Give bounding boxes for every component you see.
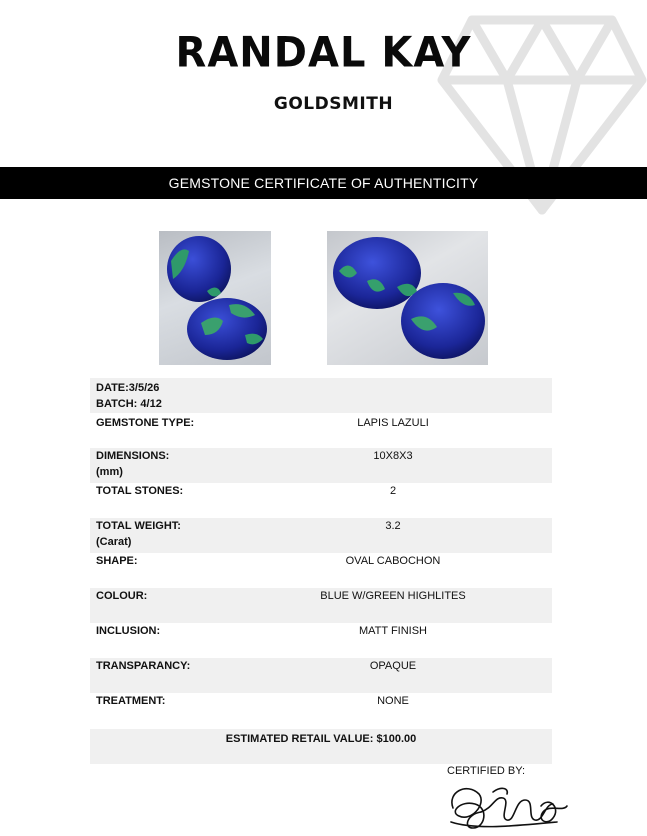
estimated-value: ESTIMATED RETAIL VALUE: $100.00 <box>225 733 417 745</box>
row-value: 2 <box>389 485 397 497</box>
row-label: COLOUR: <box>96 590 148 602</box>
table-row <box>90 553 552 588</box>
table-row <box>90 483 552 518</box>
certificate-table <box>90 378 552 728</box>
table-row <box>90 658 552 693</box>
row-value: OVAL CABOCHON <box>345 555 441 567</box>
row-value: OPAQUE <box>369 660 417 672</box>
row-label: SHAPE: <box>96 555 138 567</box>
row-label: TOTAL WEIGHT: <box>96 520 181 532</box>
batch-label: BATCH: 4/12 <box>96 398 162 410</box>
row-value: MATT FINISH <box>358 625 428 637</box>
date-label: DATE:3/5/26 <box>96 382 160 394</box>
row-sublabel: (mm) <box>96 466 123 478</box>
row-value: NONE <box>377 695 409 707</box>
estimated-value-row <box>90 729 552 764</box>
row-label: TREATMENT: <box>96 695 166 707</box>
table-row <box>90 623 552 658</box>
row-label: INCLUSION: <box>96 625 161 637</box>
row-label: TOTAL STONES: <box>96 485 184 497</box>
row-label: GEMSTONE TYPE: <box>96 417 195 429</box>
gemstone-photo-1 <box>159 231 271 365</box>
row-sublabel: (Carat) <box>96 536 132 548</box>
table-row <box>90 588 552 623</box>
signature <box>445 778 575 833</box>
company-title: RANDAL KAY <box>175 28 472 78</box>
gemstone-photo-2 <box>327 231 488 365</box>
certified-by-label: CERTIFIED BY: <box>447 765 526 777</box>
row-label: DIMENSIONS: <box>96 450 170 462</box>
company-subtitle: GOLDSMITH <box>273 94 394 114</box>
row-value: 3.2 <box>385 520 401 532</box>
date-batch-row <box>90 378 552 413</box>
row-label: TRANSPARANCY: <box>96 660 191 672</box>
table-row <box>90 413 552 448</box>
table-row <box>90 448 552 483</box>
certificate-banner: GEMSTONE CERTIFICATE OF AUTHENTICITY <box>0 167 647 199</box>
row-value: 10X8X3 <box>373 450 413 462</box>
table-row <box>90 693 552 728</box>
row-value: LAPIS LAZULI <box>357 417 429 429</box>
row-value: BLUE W/GREEN HIGHLITES <box>320 590 466 602</box>
table-row <box>90 518 552 553</box>
